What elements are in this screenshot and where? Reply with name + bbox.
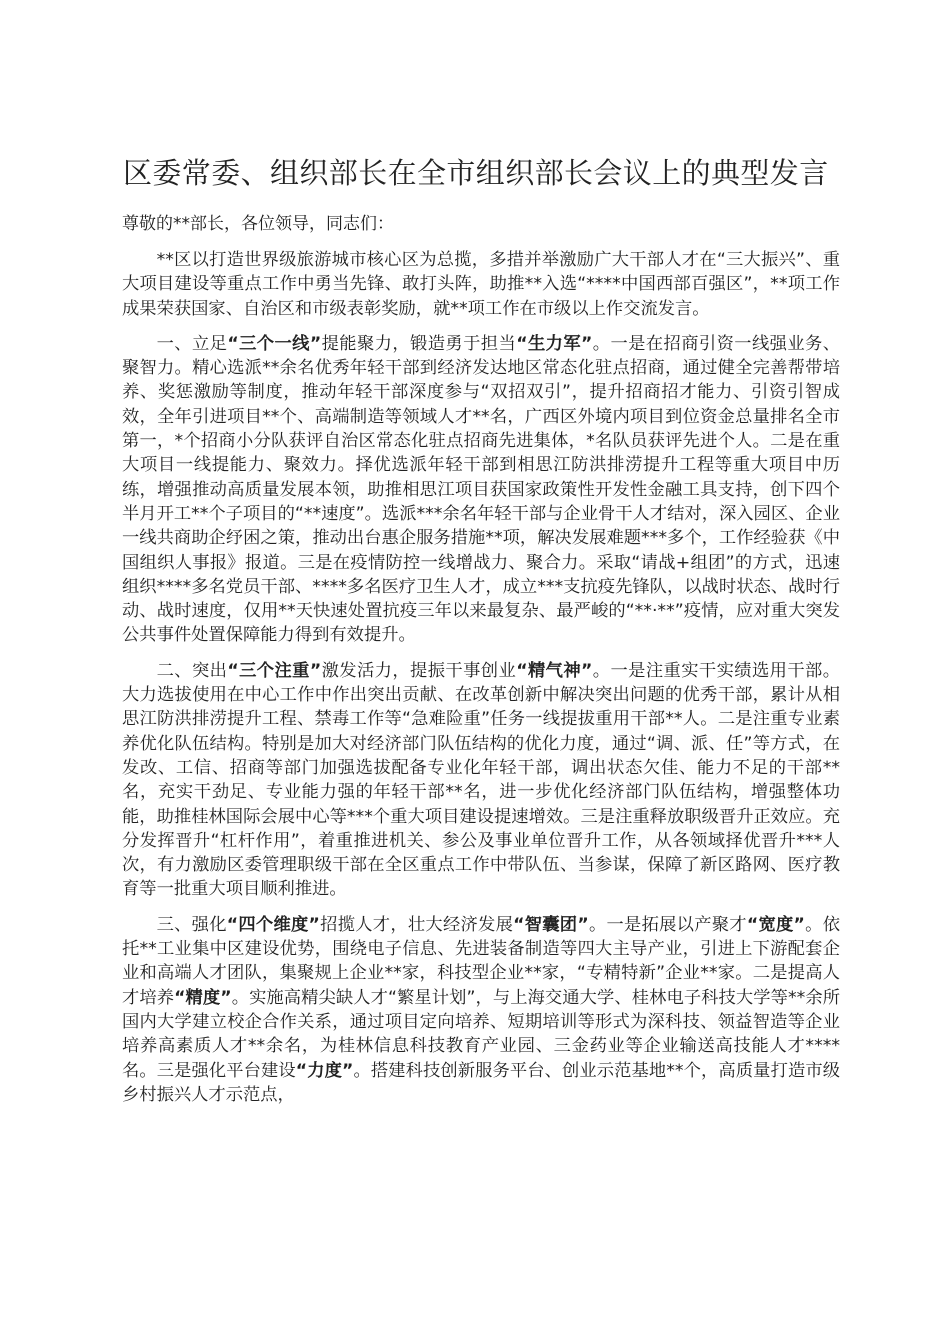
- emphasis-text: “精度”: [174, 987, 232, 1008]
- paragraph-intro: [122, 248, 840, 321]
- emphasis-text: “三个注重”: [227, 660, 322, 681]
- section-heading-text: 三、强化: [156, 914, 227, 935]
- paragraph-text: **区以打造世界级旅游城市核心区为总揽，多措并举激励广大干部人才在“三大振兴”、重大项目建设等重点工作中勇当先锋、敢打头阵，助推**入选“****中国西部百强区”，**项工作成果荣获国家、自治区和市级表彰奖励，就**项工作在市级以上作交流发言。: [122, 250, 840, 319]
- section-heading-text: 提能聚力，锻造勇于担当: [321, 333, 517, 354]
- paragraph-text: 。一是在招商引资一线强业务、聚智力。精心选派**余名优秀年轻干部到经济发达地区常态化驻点招商，通过健全完善帮带培养、奖惩激励等制度，推动年轻干部深度参与“双招双引”，提升招商招才能力、引资引智成效，全年引进项目**个、高端制造等领域人才**名，广西区外境内项目到位资金总量排名全市第一，*个招商小分队获评自治区常态化驻点招商先进集体，*名队员获评先进个人。二是在重大项目一线提能力、聚效力。择优选派年轻干部到相思江防洪排涝提升工程等重大项目中历练，增强推动高质量发展本领，助推相思江项目获国家政策性开发性金融工具支持，创下四个半月开工**个子项目的“**速度”。选派***余名年轻干部与企业骨干人才结对，深入园区、企业一线共商助企纾困之策，推动出台惠企服务措施**项，解决发展难题***多个，工作经验获《中国组织人事报》报道。三是在疫情防控一线增战力、聚合力。采取“请战+组团”的方式，迅速组织****多名党员干部、****多名医疗卫生人才，成立***支抗疫先锋队，以战时状态、战时行动、战时速度，仅用**天快速处置抗疫三年以来最复杂、最严峻的“**·**”疫情，应对重大突发公共事件处置保障能力得到有效提升。: [122, 333, 840, 646]
- paragraph-text: 。一是拓展以产聚才: [588, 914, 747, 935]
- section-heading-text: 一、立足: [156, 333, 228, 354]
- document-title: 区委常委、组织部长在全市组织部长会议上的典型发言: [123, 156, 829, 190]
- emphasis-text: “生力军”: [516, 333, 593, 354]
- document-page: [122, 150, 840, 1118]
- section-heading-text: 激发活力，提振干事创业: [321, 660, 517, 681]
- paragraph-section-3: [122, 913, 840, 1107]
- emphasis-text: “三个一线”: [227, 333, 322, 354]
- section-heading-text: 二、突出: [156, 660, 228, 681]
- emphasis-text: “力度”: [295, 1060, 354, 1081]
- paragraph-text: 。依托**工业集中区建设优势，围绕电子信息、先进装备制造等四大主导产业，引进上下游配套企业和高端人才团队，集聚规上企业**家，科技型企业**家，“专精特新”企业**家。二是提高人才培养: [122, 914, 840, 1008]
- salutation: 尊敬的**部长，各位领导，同志们：: [122, 214, 394, 234]
- paragraph-text: 。实施高精尖缺人才“繁星计划”，与上海交通大学、桂林电子科技大学等**余所国内大学建立校企合作关系，通过项目定向培养、短期培训等形式为深科技、领益智造等企业培养高素质人才**余名，为桂林信息科技教育产业园、三金药业等企业输送高技能人才****名。三是强化平台建设: [122, 987, 840, 1081]
- emphasis-text: “宽度”: [746, 914, 805, 935]
- paragraph-text: 。搭建科技创新服务平台、创业示范基地**个，高质量打造市级乡村振兴人才示范点，: [122, 1060, 840, 1105]
- emphasis-text: “智囊团”: [513, 914, 589, 935]
- section-heading-text: 招揽人才，壮大经济发展: [319, 914, 514, 935]
- emphasis-text: “精气神”: [516, 660, 593, 681]
- emphasis-text: “四个维度”: [226, 914, 320, 935]
- paragraph-text: 。一是注重实干实绩选用干部。大力选拔使用在中心工作中作出突出贡献、在改革创新中解决突出问题的优秀干部，累计从相思江防洪排涝提升工程、禁毒工作等“急难险重”任务一线提拔重用干部**人。二是注重专业素养优化队伍结构。特别是加大对经济部门队伍结构的优化力度，通过“调、派、任”等方式，在发改、工信、招商等部门加强选拔配备专业化年轻干部，调出状态欠佳、能力不足的干部**名，充实干劲足、专业能力强的年轻干部**名，进一步优化经济部门队伍结构，增强整体功能，助推桂林国际会展中心等***个重大项目建设提速增效。三是注重释放职级晋升正效应。充分发挥晋升“杠杆作用”，着重推进机关、参公及事业单位晋升工作，从各领域择优晋升***人次，有力激励区委管理职级干部在全区重点工作中带队伍、当参谋，保障了新区路网、医疗教育等一批重大项目顺利推进。: [122, 660, 840, 900]
- paragraph-section-1: [122, 332, 840, 648]
- paragraph-section-2: [122, 659, 840, 902]
